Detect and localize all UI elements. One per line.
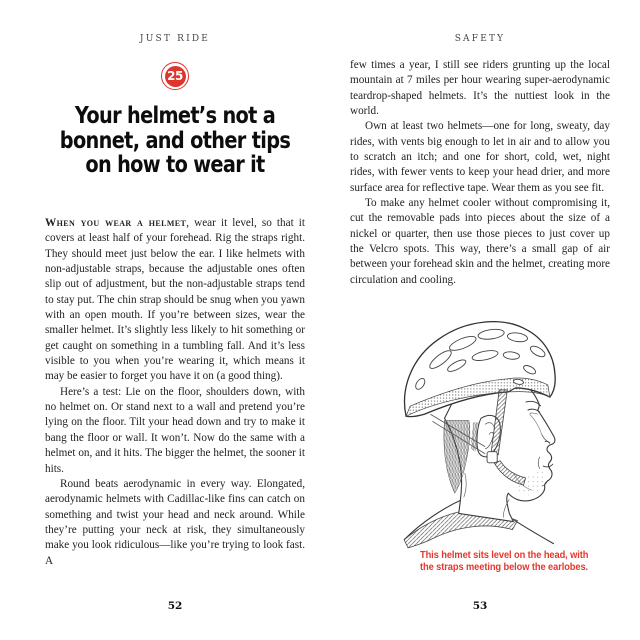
paragraph	[45, 216, 305, 385]
chapter-number: 25	[165, 66, 186, 87]
chapter-title-line: on how to wear it	[85, 152, 265, 178]
paragraph: Round beats aerodynamic in every way. Elongated, aerodynamic helmets with Cadillac-like fins can catch on something and twist your head and neck around. While they’re putting your neck at risk, they simultaneously make you look ridiculous—like you’re trying to look fast. A	[45, 477, 305, 567]
running-head-left: JUST RIDE	[139, 34, 211, 44]
right-body-text	[350, 58, 610, 288]
paragraph: few times a year, I still see riders grunting up the local mountain at 7 miles per hour wearing super-aerodynamic teardrop-shaped helmets. It’s the nuttiest look in the world.	[350, 59, 610, 118]
chapter-title-line: Your helmet’s not a	[74, 103, 276, 129]
paragraph: Here’s a test: Lie on the floor, shoulders down, with no helmet on. Or stand next to a wall and pretend you’re lying on the floor. Tilt your head down and try to make it bang the floor or wall. It won’t. Now do the same with a helmet on, and it hits. The bigger the helmet, the sooner it hits.	[45, 385, 305, 475]
chapter-badge	[161, 62, 189, 90]
left-body-text	[45, 216, 305, 569]
chapter-title	[49, 104, 301, 178]
paragraph-text: , wear it level, so that it covers at least half of your forehead. Rig the straps right. They should meet just below the ear. I like helmets with non-adjustable straps, because the adjustable ones often slip out of adjustment, but the non-adjustable straps tend to stay put. The chin strap should be snug when you yawn with an open mouth. If you’re between sizes, wear the smaller helmet. It’s slightly less likely to hit something or get caught on something in a tumbling fall. And it’s less visible to you when you’re wearing it, which means it may be easier to forget you have it on (a good thing).	[45, 217, 306, 383]
page-number-left: 52	[167, 600, 183, 612]
illustration-caption: This helmet sits level on the head, with the straps meeting below the earlobes.	[420, 550, 589, 573]
chapter-title-line: bonnet, and other tips	[59, 127, 291, 154]
page-number-right: 53	[472, 600, 488, 612]
helmet-profile-illustration	[400, 321, 562, 549]
right-page	[350, 0, 610, 640]
running-head-right: SAFETY	[454, 34, 506, 44]
paragraph: To make any helmet cooler without compromising it, cut the removable pads into pieces about the size of a nickel or quarter, then use those pieces to just cover up the Velcro spots. This way, there’s a small gap of air between your forehead skin and the helmet, creating more circulation and cooling.	[350, 197, 611, 286]
paragraph: Own at least two helmets—one for long, sweaty, day rides, with vents big enough to let in air and to allow you to scratch an itch; and one for short, cold, wet, night rides, with fewer vents to keep your head drier, and more surface area for reflective tape. Wear them as you see fit.	[350, 120, 610, 194]
left-page	[45, 0, 305, 640]
paragraph-lead-smallcaps: When you wear a helmet	[45, 217, 187, 229]
